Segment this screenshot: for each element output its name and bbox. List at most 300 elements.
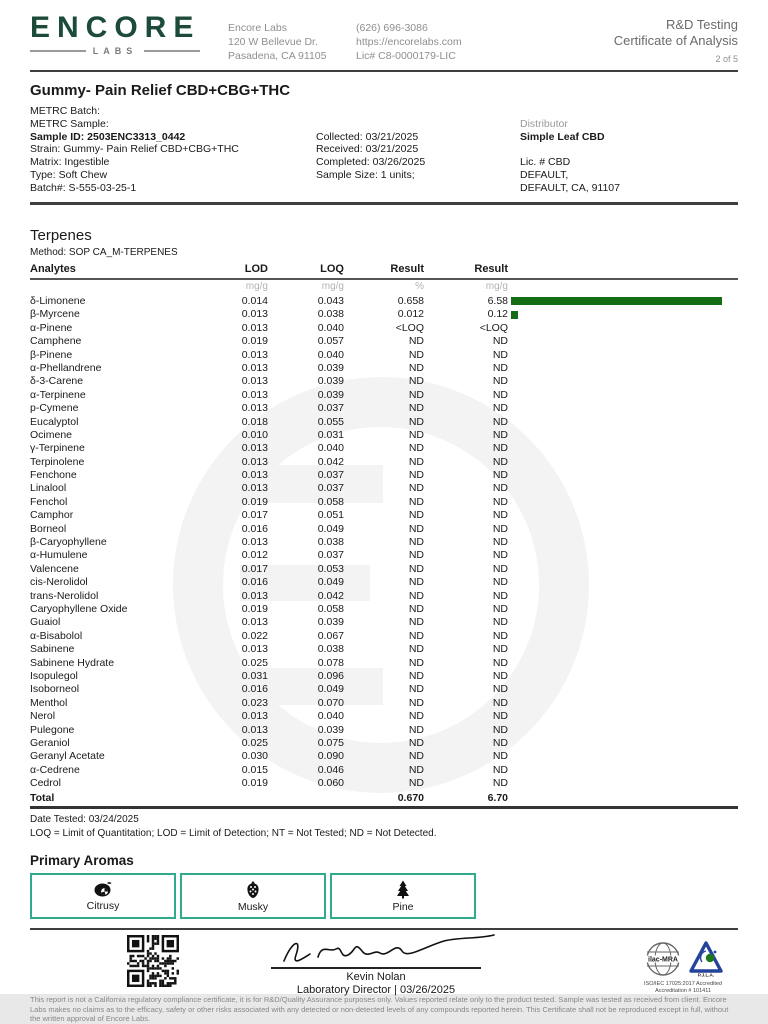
cell-loq: 0.040 bbox=[317, 710, 344, 723]
cell-bar bbox=[508, 455, 738, 468]
cell-bar bbox=[508, 656, 738, 669]
sample-type: Type: Soft Chew bbox=[30, 168, 108, 181]
table-row bbox=[30, 455, 738, 468]
date-tested: Date Tested: 03/24/2025 bbox=[30, 814, 139, 826]
cell-result-pct: ND bbox=[408, 495, 424, 508]
aroma-box-musky bbox=[180, 873, 326, 919]
cell-analyte: Eucalyptol bbox=[30, 415, 79, 428]
encore-logo bbox=[30, 13, 220, 56]
cell-result-mgg: ND bbox=[492, 348, 508, 361]
cell-result-pct: ND bbox=[408, 509, 424, 522]
table-row bbox=[30, 522, 738, 535]
cell-lod: 0.031 bbox=[241, 669, 268, 682]
cell-result-pct: ND bbox=[408, 576, 424, 589]
cell-bar bbox=[508, 335, 738, 348]
col-loq: LOQ bbox=[268, 263, 344, 279]
result-bar bbox=[511, 311, 518, 319]
cell-analyte: Fenchone bbox=[30, 469, 77, 482]
cell-loq: 0.039 bbox=[317, 388, 344, 401]
table-row bbox=[30, 509, 738, 522]
cell-lod: 0.015 bbox=[241, 763, 268, 776]
cell-loq: 0.040 bbox=[317, 321, 344, 334]
table-row bbox=[30, 348, 738, 361]
citrus-icon bbox=[93, 880, 113, 898]
cell-bar bbox=[508, 522, 738, 535]
cell-result-mgg: ND bbox=[492, 777, 508, 790]
cell-analyte: Geranyl Acetate bbox=[30, 750, 105, 763]
signature-line bbox=[271, 967, 481, 969]
disclaimer-text: This report is not a California regulatory compliance certificate, it is for R&D/Quality Assurance purposes only. Values reported relate only to the product tested. Sample was tested as received from client. Encore Labs makes no claims as to the efficacy, safety or other risks associated with any detected or non-detected levels of any compounds reported herein. This Certificate shall not be reproduced except in full, without the written approval of Encore Labs. bbox=[30, 995, 729, 1024]
cell-result-mgg: ND bbox=[492, 763, 508, 776]
cell-loq: 0.049 bbox=[317, 522, 344, 535]
abbrev-legend: LOQ = Limit of Quantitation; LOD = Limit of Detection; NT = Not Tested; ND = Not Detected. bbox=[30, 827, 437, 839]
cell-result-pct: ND bbox=[408, 415, 424, 428]
primary-aromas-title: Primary Aromas bbox=[30, 853, 134, 869]
cell-analyte: Fenchol bbox=[30, 495, 68, 508]
table-row bbox=[30, 308, 738, 321]
cell-loq: 0.040 bbox=[317, 442, 344, 455]
cell-lod: 0.013 bbox=[241, 482, 268, 495]
cell-analyte: Cedrol bbox=[30, 777, 61, 790]
cell-lod: 0.016 bbox=[241, 576, 268, 589]
cell-lod: 0.025 bbox=[241, 736, 268, 749]
cell-loq: 0.070 bbox=[317, 696, 344, 709]
cell-analyte: Isopulegol bbox=[30, 669, 78, 682]
cell-result-pct: 0.658 bbox=[397, 295, 424, 308]
cell-lod: 0.013 bbox=[241, 348, 268, 361]
table-row bbox=[30, 428, 738, 441]
qr-code bbox=[127, 935, 179, 987]
pine-icon bbox=[395, 880, 411, 899]
cell-result-mgg: ND bbox=[492, 375, 508, 388]
cell-result-mgg: ND bbox=[492, 509, 508, 522]
cell-analyte: p-Cymene bbox=[30, 402, 79, 415]
received-date: Received: 03/21/2025 bbox=[316, 143, 419, 156]
table-row bbox=[30, 710, 738, 723]
table-row bbox=[30, 549, 738, 562]
cell-lod: 0.013 bbox=[241, 723, 268, 736]
unit-result-pct: % bbox=[415, 281, 424, 293]
cell-lod: 0.013 bbox=[241, 589, 268, 602]
table-row bbox=[30, 763, 738, 776]
completed-date: Completed: 03/26/2025 bbox=[316, 156, 426, 169]
table-row bbox=[30, 388, 738, 401]
total-result-mgg: 6.70 bbox=[424, 790, 508, 808]
cell-result-mgg: ND bbox=[492, 616, 508, 629]
cell-result-mgg: ND bbox=[492, 522, 508, 535]
cell-lod: 0.014 bbox=[241, 295, 268, 308]
cell-bar bbox=[508, 495, 738, 508]
terpene-rows bbox=[30, 295, 738, 790]
cell-lod: 0.030 bbox=[241, 750, 268, 763]
report-type-block bbox=[614, 17, 738, 64]
table-row bbox=[30, 562, 738, 575]
cell-result-mgg: ND bbox=[492, 388, 508, 401]
page-indicator: 2 of 5 bbox=[715, 54, 738, 64]
cell-result-mgg: ND bbox=[492, 428, 508, 441]
cell-lod: 0.018 bbox=[241, 415, 268, 428]
matrix: Matrix: Ingestible bbox=[30, 156, 110, 169]
cell-lod: 0.023 bbox=[241, 696, 268, 709]
table-row bbox=[30, 495, 738, 508]
table-row bbox=[30, 402, 738, 415]
cell-result-pct: <LOQ bbox=[395, 321, 424, 334]
cell-bar bbox=[508, 509, 738, 522]
cell-lod: 0.013 bbox=[241, 469, 268, 482]
distributor-address1: DEFAULT, bbox=[520, 168, 569, 181]
lab-name: Encore Labs bbox=[228, 22, 287, 34]
cell-analyte: Menthol bbox=[30, 696, 68, 709]
cell-result-mgg: ND bbox=[492, 442, 508, 455]
cell-bar bbox=[508, 723, 738, 736]
cell-loq: 0.053 bbox=[317, 562, 344, 575]
cell-lod: 0.013 bbox=[241, 321, 268, 334]
cell-result-mgg: ND bbox=[492, 495, 508, 508]
cell-result-pct: ND bbox=[408, 335, 424, 348]
cell-analyte: α-Bisabolol bbox=[30, 629, 83, 642]
header bbox=[30, 0, 738, 70]
cell-bar bbox=[508, 629, 738, 642]
aroma-box-pine bbox=[330, 873, 476, 919]
lab-address bbox=[228, 21, 340, 63]
cell-analyte: Camphor bbox=[30, 509, 74, 522]
cell-loq: 0.046 bbox=[317, 763, 344, 776]
cell-result-pct: ND bbox=[408, 750, 424, 763]
sample-size: Sample Size: 1 units; bbox=[316, 168, 415, 181]
cell-analyte: Guaiol bbox=[30, 616, 61, 629]
lab-street: 120 W Bellevue Dr. bbox=[228, 36, 318, 48]
svg-text:ilac-MRA: ilac-MRA bbox=[648, 956, 678, 964]
cell-lod: 0.025 bbox=[241, 656, 268, 669]
cell-result-mgg: ND bbox=[492, 536, 508, 549]
cell-result-mgg: ND bbox=[492, 669, 508, 682]
cell-bar bbox=[508, 482, 738, 495]
cell-analyte: Caryophyllene Oxide bbox=[30, 603, 128, 615]
cell-result-mgg: 0.12 bbox=[487, 308, 508, 321]
cell-lod: 0.013 bbox=[241, 455, 268, 468]
lab-website: https://encorelabs.com bbox=[356, 36, 462, 48]
table-row bbox=[30, 670, 738, 683]
lab-phone: (626) 696-3086 bbox=[356, 22, 428, 34]
cell-result-pct: ND bbox=[408, 522, 424, 535]
product-title: Gummy- Pain Relief CBD+CBG+THC bbox=[30, 82, 291, 99]
method-line: Method: SOP CA_M-TERPENES bbox=[30, 246, 178, 258]
cell-result-mgg: ND bbox=[492, 736, 508, 749]
cell-result-pct: ND bbox=[408, 348, 424, 361]
col-lod: LOD bbox=[208, 263, 268, 279]
meta-divider bbox=[30, 202, 738, 205]
cell-loq: 0.067 bbox=[317, 629, 344, 642]
sample-metadata bbox=[30, 105, 738, 195]
cell-result-pct: ND bbox=[408, 777, 424, 790]
cell-bar bbox=[508, 402, 738, 415]
cell-lod: 0.019 bbox=[241, 495, 268, 508]
cell-loq: 0.096 bbox=[317, 669, 344, 682]
aroma-label: Musky bbox=[237, 900, 269, 913]
accreditation-number: Accreditation # 101411 bbox=[655, 988, 711, 995]
cell-result-pct: ND bbox=[408, 442, 424, 455]
cell-bar bbox=[508, 549, 738, 562]
cell-result-pct: ND bbox=[408, 455, 424, 468]
aroma-label: Pine bbox=[392, 900, 414, 913]
cell-bar bbox=[508, 683, 738, 696]
aroma-boxes bbox=[30, 873, 738, 919]
cell-result-pct: ND bbox=[408, 589, 424, 602]
cell-bar bbox=[508, 696, 738, 709]
cell-result-mgg: ND bbox=[492, 415, 508, 428]
cell-result-mgg: ND bbox=[492, 643, 508, 656]
aroma-box-citrusy bbox=[30, 873, 176, 919]
cell-loq: 0.038 bbox=[317, 308, 344, 321]
cell-result-mgg: ND bbox=[492, 603, 508, 615]
doc-title: Certificate of Analysis bbox=[613, 33, 738, 48]
cell-result-pct: ND bbox=[408, 482, 424, 495]
cell-loq: 0.049 bbox=[317, 576, 344, 589]
total-row bbox=[30, 790, 738, 808]
cell-lod: 0.019 bbox=[241, 777, 268, 790]
cell-analyte: Camphene bbox=[30, 335, 82, 348]
table-row bbox=[30, 629, 738, 642]
cell-loq: 0.039 bbox=[317, 361, 344, 374]
cell-result-pct: ND bbox=[408, 562, 424, 575]
cell-loq: 0.090 bbox=[317, 750, 344, 763]
logo-sub-label: LABS bbox=[92, 46, 138, 56]
cell-lod: 0.012 bbox=[241, 549, 268, 562]
signature-strip bbox=[30, 933, 738, 996]
cell-loq: 0.058 bbox=[317, 603, 344, 615]
cell-loq: 0.039 bbox=[317, 723, 344, 736]
accreditation-standard: ISO/IEC 17025:2017 Accredited bbox=[644, 981, 722, 988]
signature-image bbox=[256, 933, 496, 967]
distributor-address2: DEFAULT, CA, 91107 bbox=[520, 181, 620, 194]
cell-result-mgg: ND bbox=[492, 683, 508, 696]
cell-bar bbox=[508, 763, 738, 776]
header-divider bbox=[30, 70, 738, 72]
cell-result-mgg: ND bbox=[492, 710, 508, 723]
cell-bar bbox=[508, 603, 738, 616]
cell-lod: 0.022 bbox=[241, 629, 268, 642]
lab-license: Lic# C8-0000179-LIC bbox=[356, 50, 456, 62]
cell-analyte: Nerol bbox=[30, 710, 56, 723]
cell-analyte: β-Myrcene bbox=[30, 308, 80, 321]
logo-wordmark: ENCORE bbox=[30, 11, 201, 44]
distributor-license: Lic. # CBD bbox=[520, 156, 571, 169]
cell-result-pct: ND bbox=[408, 629, 424, 642]
cell-bar bbox=[508, 388, 738, 401]
ilac-mra-logo bbox=[643, 939, 683, 979]
metrc-sample: METRC Sample: bbox=[30, 117, 109, 130]
cell-analyte: Valencene bbox=[30, 562, 79, 575]
cell-loq: 0.055 bbox=[317, 415, 344, 428]
cell-result-mgg: ND bbox=[492, 629, 508, 642]
cell-result-pct: ND bbox=[408, 696, 424, 709]
cell-lod: 0.017 bbox=[241, 509, 268, 522]
cell-lod: 0.013 bbox=[241, 361, 268, 374]
cell-bar bbox=[508, 589, 738, 602]
total-result-pct: 0.670 bbox=[344, 790, 424, 808]
col-result-pct: Result bbox=[344, 263, 424, 279]
cell-analyte: Ocimene bbox=[30, 428, 73, 441]
signature-block bbox=[241, 933, 511, 996]
cell-loq: 0.039 bbox=[317, 616, 344, 629]
cell-result-pct: ND bbox=[408, 643, 424, 656]
cell-analyte: α-Phellandrene bbox=[30, 361, 102, 374]
cell-result-mgg: ND bbox=[492, 549, 508, 562]
table-row bbox=[30, 415, 738, 428]
cell-result-pct: 0.012 bbox=[397, 308, 424, 321]
table-row bbox=[30, 469, 738, 482]
cell-analyte: β-Caryophyllene bbox=[30, 536, 107, 549]
table-row bbox=[30, 696, 738, 709]
logo-labs-line bbox=[30, 46, 200, 56]
col-bar bbox=[508, 263, 738, 279]
cell-bar bbox=[508, 469, 738, 482]
cell-lod: 0.013 bbox=[241, 375, 268, 388]
cell-analyte: α-Cedrene bbox=[30, 763, 80, 776]
table-header-row bbox=[30, 263, 738, 279]
cell-result-mgg: ND bbox=[492, 656, 508, 669]
cell-analyte: Geraniol bbox=[30, 736, 70, 749]
table-row bbox=[30, 723, 738, 736]
table-row bbox=[30, 482, 738, 495]
cell-result-mgg: ND bbox=[492, 469, 508, 482]
pjla-logo bbox=[689, 940, 723, 978]
table-row bbox=[30, 536, 738, 549]
cell-result-mgg: ND bbox=[492, 562, 508, 575]
cell-result-pct: ND bbox=[408, 763, 424, 776]
accreditation-block bbox=[628, 939, 738, 995]
cell-bar bbox=[508, 670, 738, 683]
table-row bbox=[30, 576, 738, 589]
hops-icon bbox=[245, 880, 261, 899]
cell-result-mgg: ND bbox=[492, 402, 508, 415]
cell-analyte: γ-Terpinene bbox=[30, 442, 85, 455]
cell-loq: 0.042 bbox=[317, 589, 344, 602]
cell-bar bbox=[508, 308, 738, 321]
cell-bar bbox=[508, 616, 738, 629]
cell-result-mgg: <LOQ bbox=[479, 321, 508, 334]
cell-lod: 0.017 bbox=[241, 562, 268, 575]
cell-analyte: δ-Limonene bbox=[30, 295, 86, 308]
cell-result-pct: ND bbox=[408, 428, 424, 441]
cell-analyte: trans-Nerolidol bbox=[30, 589, 99, 602]
cell-loq: 0.038 bbox=[317, 643, 344, 656]
signatory-name: Kevin Nolan bbox=[346, 970, 406, 983]
unit-loq: mg/g bbox=[321, 281, 344, 293]
cell-lod: 0.016 bbox=[241, 683, 268, 696]
cell-lod: 0.013 bbox=[241, 308, 268, 321]
cell-analyte: Sabinene bbox=[30, 643, 75, 656]
cell-result-pct: ND bbox=[408, 656, 424, 669]
cell-analyte: α-Pinene bbox=[30, 321, 73, 334]
cell-lod: 0.019 bbox=[241, 335, 268, 348]
cell-bar bbox=[508, 710, 738, 723]
cell-result-mgg: 6.58 bbox=[487, 295, 508, 308]
cell-result-pct: ND bbox=[408, 723, 424, 736]
cell-loq: 0.037 bbox=[317, 482, 344, 495]
cell-lod: 0.013 bbox=[241, 402, 268, 415]
table-row bbox=[30, 589, 738, 602]
cell-result-pct: ND bbox=[408, 549, 424, 562]
lab-contact bbox=[356, 21, 516, 63]
cell-bar bbox=[508, 536, 738, 549]
units-row bbox=[30, 279, 738, 295]
cell-result-mgg: ND bbox=[492, 455, 508, 468]
cell-result-mgg: ND bbox=[492, 750, 508, 763]
cell-analyte: Terpinolene bbox=[30, 455, 85, 468]
cell-loq: 0.051 bbox=[317, 509, 344, 522]
cell-bar bbox=[508, 643, 738, 656]
distributor-label: Distributor bbox=[520, 117, 568, 130]
cell-result-mgg: ND bbox=[492, 589, 508, 602]
batch-number: Batch#: S-555-03-25-1 bbox=[30, 181, 137, 194]
strain: Strain: Gummy- Pain Relief CBD+CBG+THC bbox=[30, 143, 239, 156]
cell-loq: 0.038 bbox=[317, 536, 344, 549]
cell-bar bbox=[508, 428, 738, 441]
cell-loq: 0.042 bbox=[317, 455, 344, 468]
cell-bar bbox=[508, 415, 738, 428]
cell-result-pct: ND bbox=[408, 402, 424, 415]
cell-result-pct: ND bbox=[408, 361, 424, 374]
cell-lod: 0.013 bbox=[241, 388, 268, 401]
table-row bbox=[30, 295, 738, 308]
cell-result-pct: ND bbox=[408, 736, 424, 749]
cell-bar bbox=[508, 348, 738, 361]
table-row bbox=[30, 616, 738, 629]
table-row bbox=[30, 736, 738, 749]
cell-analyte: Borneol bbox=[30, 522, 67, 535]
cell-bar bbox=[508, 321, 738, 334]
cell-bar bbox=[508, 736, 738, 749]
cell-loq: 0.037 bbox=[317, 549, 344, 562]
cell-lod: 0.013 bbox=[241, 616, 268, 629]
terpenes-section-title: Terpenes bbox=[30, 226, 92, 244]
cell-bar bbox=[508, 562, 738, 575]
report-type: R&D Testing bbox=[665, 17, 738, 32]
cell-result-pct: ND bbox=[408, 388, 424, 401]
cell-lod: 0.013 bbox=[241, 536, 268, 549]
cell-analyte: δ-3-Carene bbox=[30, 375, 84, 388]
cell-bar bbox=[508, 375, 738, 388]
cell-loq: 0.037 bbox=[317, 469, 344, 482]
cell-result-pct: ND bbox=[408, 469, 424, 482]
unit-lod: mg/g bbox=[245, 281, 268, 293]
cell-result-pct: ND bbox=[408, 536, 424, 549]
sample-id: Sample ID: 2503ENC3313_0442 bbox=[30, 130, 186, 143]
cell-result-mgg: ND bbox=[492, 723, 508, 736]
cell-loq: 0.039 bbox=[317, 375, 344, 388]
table-row bbox=[30, 362, 738, 375]
cell-loq: 0.060 bbox=[317, 777, 344, 790]
table-row bbox=[30, 683, 738, 696]
metrc-batch: METRC Batch: bbox=[30, 105, 101, 117]
cell-lod: 0.013 bbox=[241, 643, 268, 656]
lab-city: Pasadena, CA 91105 bbox=[228, 50, 327, 62]
cell-loq: 0.031 bbox=[317, 428, 344, 441]
cell-result-pct: ND bbox=[408, 669, 424, 682]
cell-analyte: β-Pinene bbox=[30, 348, 73, 361]
cell-analyte: Pulegone bbox=[30, 723, 75, 736]
cell-result-pct: ND bbox=[408, 710, 424, 723]
cell-result-pct: ND bbox=[408, 616, 424, 629]
cell-result-pct: ND bbox=[408, 683, 424, 696]
result-bar bbox=[511, 297, 722, 305]
cell-analyte: Linalool bbox=[30, 482, 67, 495]
cell-analyte: α-Humulene bbox=[30, 549, 88, 562]
cell-bar bbox=[508, 777, 738, 790]
cell-loq: 0.058 bbox=[317, 495, 344, 508]
terpenes-table bbox=[30, 263, 738, 809]
